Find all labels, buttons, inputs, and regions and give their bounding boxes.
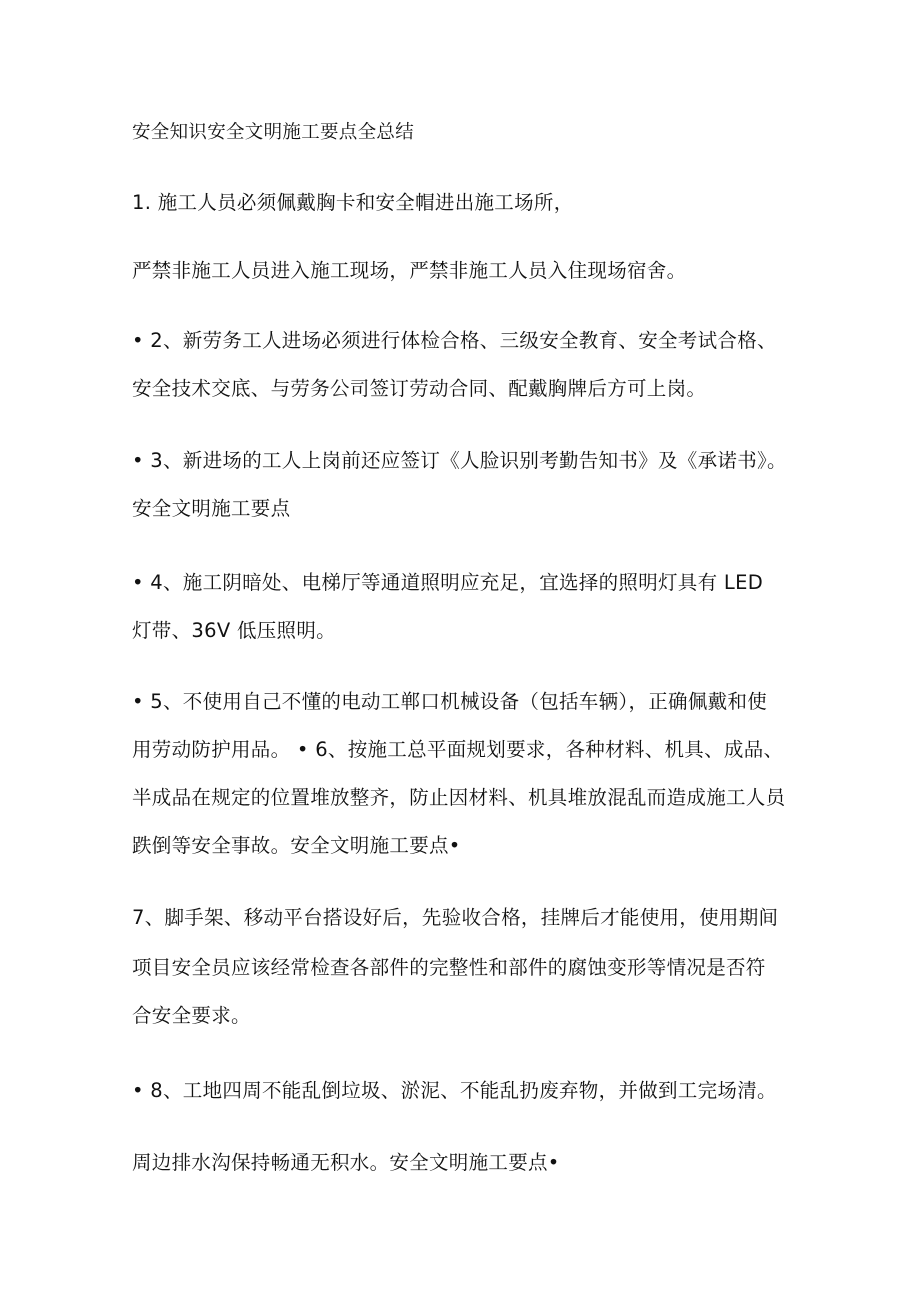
text-line: 周边排水沟保持畅通无积水。安全文明施工要点• <box>132 1151 560 1174</box>
text-line: • 3、新进场的工人上岗前还应签订《人脸识别考勤告知书》及《承诺书》。 <box>132 449 787 472</box>
text-line: 用劳动防护用品。 • 6、按施工总平面规划要求，各种材料、机具、成品、 <box>132 738 784 761</box>
text-line: 1. 施工人员必须佩戴胸卡和安全帽进出施工场所， <box>132 191 574 214</box>
text-line: • 5、不使用自己不懂的电动工郸口机械设备（包括车辆），正确佩戴和使 <box>132 690 768 713</box>
text-line: 7、脚手架、移动平台搭设好后，先验收合格，挂牌后才能使用，使用期间 <box>132 906 779 929</box>
text-line: 安全技术交底、与劳务公司签订劳动合同、配戴胸牌后方可上岗。 <box>132 377 707 400</box>
text-line: 合安全要求。 <box>132 1004 251 1027</box>
text-line: 跌倒等安全事故。安全文明施工要点• <box>132 834 461 857</box>
text-line: • 8、工地四周不能乱倒垃圾、淤泥、不能乱扔废弃物，并做到工完场清。 <box>132 1079 777 1102</box>
text-line: 严禁非施工人员进入施工现场，严禁非施工人员入住现场宿舍。 <box>132 259 687 282</box>
text-line: 半成品在规定的位置堆放整齐，防止因材料、机具堆放混乱而造成施工人员 <box>132 786 786 809</box>
text-line: 安全文明施工要点 <box>132 497 291 520</box>
text-line: 灯带、36V 低压照明。 <box>132 619 336 642</box>
document-title: 安全知识安全文明施工要点全总结 <box>132 122 415 143</box>
text-line: 项目安全员应该经常检查各部件的完整性和部件的腐蚀变形等情况是否符 <box>132 956 766 979</box>
text-line: • 4、施工阴暗处、电梯厅等通道照明应充足，宜选择的照明灯具有 LED <box>132 571 764 594</box>
text-line: • 2、新劳务工人进场必须进行体检合格、三级安全教育、安全考试合格、 <box>132 329 777 352</box>
